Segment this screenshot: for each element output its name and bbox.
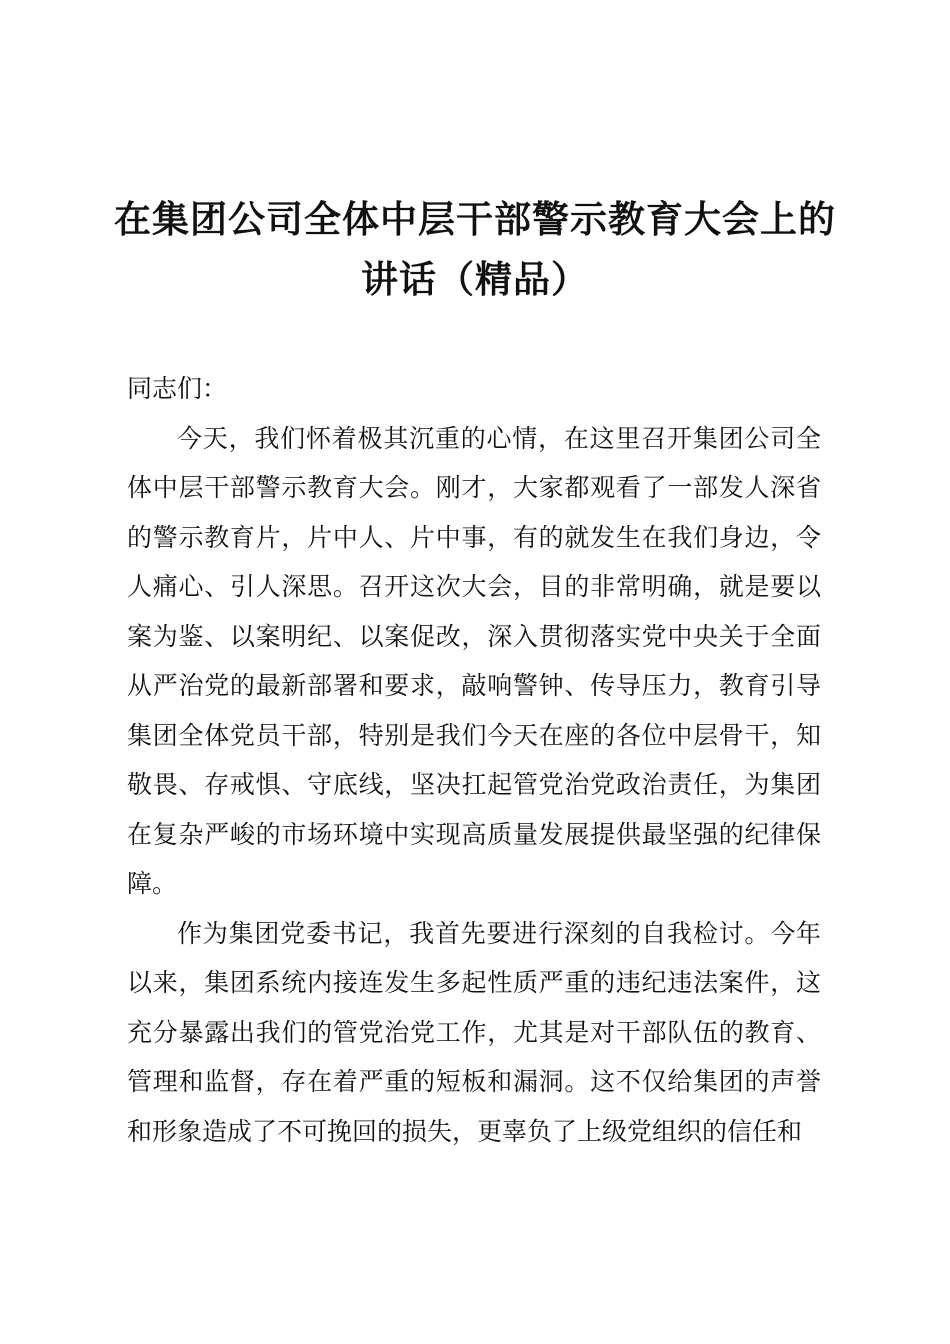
- document-body: [127, 364, 821, 1156]
- document-title: 在集团公司全体中层干部警示教育大会上的讲话（精品）: [114, 198, 836, 301]
- salutation: 同志们：: [127, 374, 228, 403]
- paragraph-1: 今天，我们怀着极其沉重的心情，在这里召开集团公司全体中层干部警示教育大会。刚才，大家都观看了一部发人深省的警示教育片，片中人、片中事，有的就发生在我们身边，令人痛心、引人深思。召开这次大会，目的非常明确，就是要以案为鉴、以案明纪、以案促改，深入贯彻落实党中央关于全面从严治党的最新部署和要求，敲响警钟、传导压力，教育引导集团全体党员干部，特别是我们今天在座的各位中层骨干，知敬畏、存戒惧、守底线，坚决扛起管党治党政治责任，为集团在复杂严峻的市场环境中实现高质量发展提供最坚强的纪律保障。: [127, 423, 821, 898]
- paragraph-2: 作为集团党委书记，我首先要进行深刻的自我检讨。今年以来，集团系统内接连发生多起性质严重的违纪违法案件，这充分暴露出我们的管党治党工作，尤其是对干部队伍的教育、管理和监督，存在着严重的短板和漏洞。这不仅给集团的声誉和形象造成了不可挽回的损失，更辜负了上级党组织的信任和: [127, 918, 821, 1146]
